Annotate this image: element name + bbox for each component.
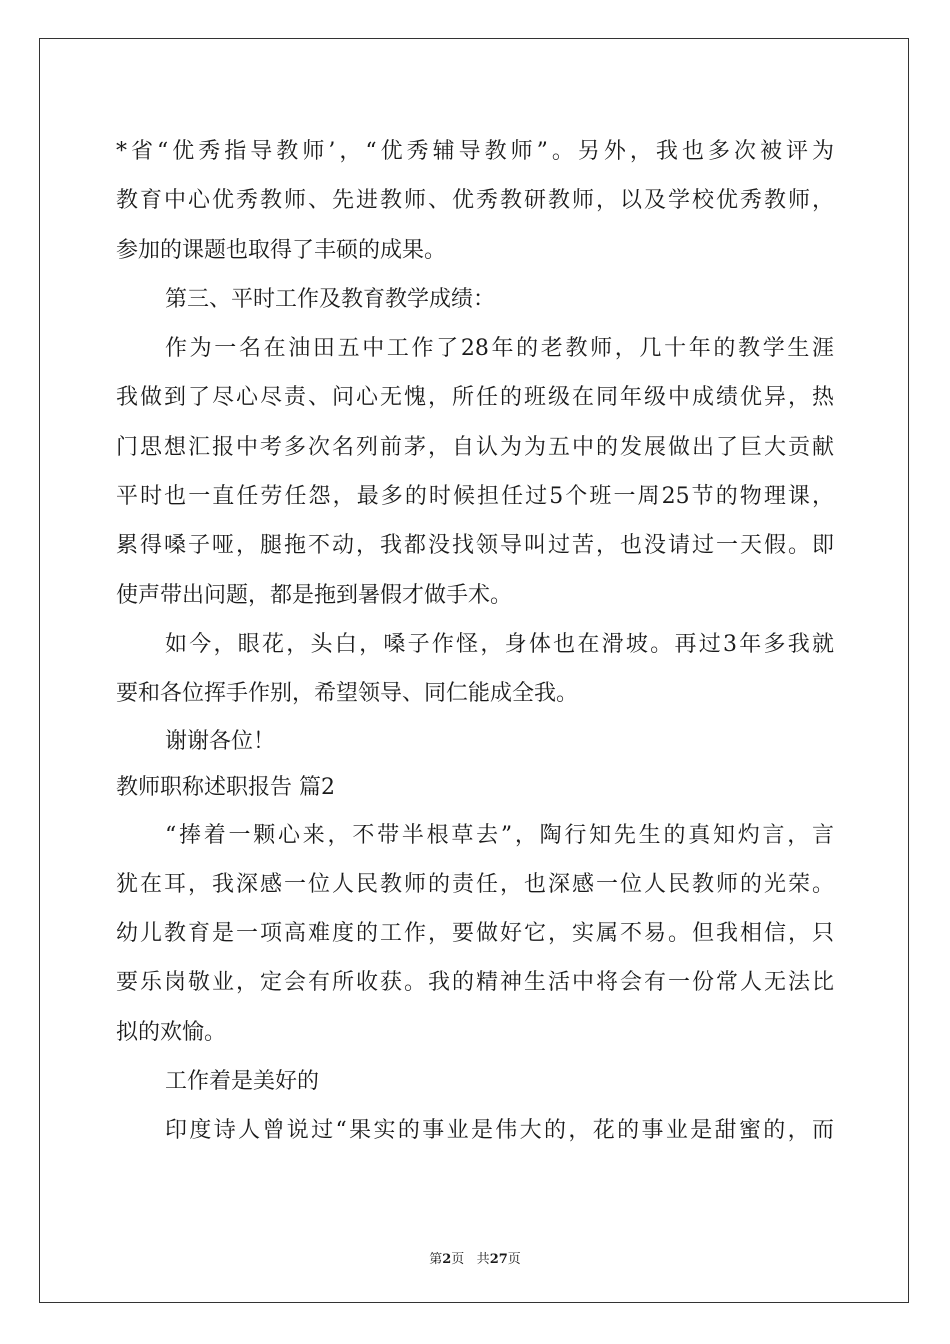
text-line: 参加的课题也取得了丰硕的成果。 <box>116 237 447 263</box>
text-line: 犹在耳，我深感一位人民教师的责任，也深感一位人民教师的光荣。 <box>116 871 834 897</box>
text-line: 教育中心优秀教师、先进教师、优秀教研教师，以及学校优秀教师， <box>116 188 834 214</box>
document-body <box>116 127 834 1156</box>
page-footer <box>0 1248 950 1267</box>
text-line: 作为一名在油田五中工作了28年的老教师，几十年的教学生涯 <box>165 336 834 362</box>
text-line: “捧着一颗心来，不带半根草去”，陶行知先生的真知灼言，言 <box>165 822 834 848</box>
total-suffix: 页 <box>507 1252 521 1267</box>
text-line: 使声带出问题，都是拖到暑假才做手术。 <box>116 582 513 608</box>
article-title: 教师职称述职报告 篇2 <box>116 774 335 800</box>
text-line: 门思想汇报中考多次名列前茅，自认为为五中的发展做出了巨大贡献 <box>116 434 834 460</box>
text-line: 要和各位挥手作别，希望领导、同仁能成全我。 <box>116 681 579 707</box>
text-line: 平时也一直任劳任怨，最多的时候担任过5个班一周25节的物理课， <box>116 484 834 510</box>
page-suffix: 页 <box>451 1252 465 1267</box>
text-line: 印度诗人曾说过“果实的事业是伟大的，花的事业是甜蜜的，而 <box>165 1118 834 1144</box>
total-pages: 27 <box>489 1252 508 1267</box>
text-line: 幼儿教育是一项高难度的工作，要做好它，实属不易。但我相信，只 <box>116 921 834 947</box>
text-line: 我做到了尽心尽责、问心无愧，所任的班级在同年级中成绩优异，热 <box>116 385 834 411</box>
text-line: *省“优秀指导教师’，“优秀辅导教师”。另外，我也多次被评为 <box>116 139 834 164</box>
subheading: 工作着是美好的 <box>165 1069 320 1095</box>
text-line: 如今，眼花，头白，嗓子作怪，身体也在滑坡。再过3年多我就 <box>165 631 834 657</box>
text-line: 累得嗓子哑，腿拖不动，我都没找领导叫过苦，也没请过一天假。即 <box>116 533 834 559</box>
page-prefix: 第 <box>429 1252 443 1267</box>
page-number: 2 <box>442 1252 452 1267</box>
text-line: 要乐岗敬业，定会有所收获。我的精神生活中将会有一份常人无法比 <box>116 970 834 996</box>
total-prefix: 共 <box>476 1252 490 1267</box>
text-line: 拟的欢愉。 <box>116 1019 227 1045</box>
closing-line: 谢谢各位！ <box>165 728 276 754</box>
section-heading: 第三、平时工作及教育教学成绩： <box>165 286 496 312</box>
